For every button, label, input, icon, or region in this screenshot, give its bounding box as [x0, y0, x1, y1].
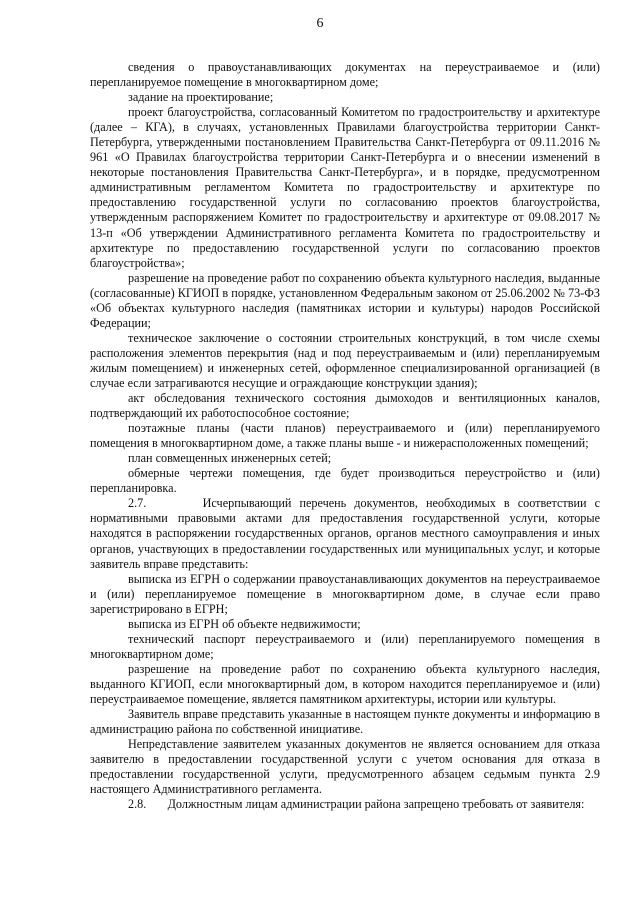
- paragraph: разрешение на проведение работ по сохранению объекта культурного наследия, выданного КГИОП, если многоквартирный дом, в котором находится перепланируемое и (или) переустраиваемое помещение, является памятником архитектуры, истории или культуры.: [90, 661, 600, 706]
- paragraph: техническое заключение о состоянии строительных конструкций, в том числе схемы расположения элементов перекрытия (над и под переустраиваемым и (или) перепланируемым жилым помещением) и инженерных сетей, оформленное специализированной организацией (в случае если затрагиваются несущие и ограждающие конструкции здания);: [90, 330, 600, 390]
- paragraph: задание на проектирование;: [128, 90, 274, 105]
- page-number: 6: [316, 16, 324, 31]
- paragraph: Непредставление заявителем указанных документов не является основанием для отказа заявителю в предоставлении государственной услуги с учетом основания для отказа в предоставлении государственной услуги, предусмотренного абзацем седьмым пункта 2.9 настоящего Административного регламента.: [90, 737, 600, 797]
- document-body: [90, 60, 600, 812]
- paragraph: проект благоустройства, согласованный Комитетом по градостроительству и архитектуре (далее – КГА), в случаях, установленных Правилами благоустройства территории Санкт-Петербурга, утвержденными постановлением Правительства Санкт-Петербурга от 09.11.2016 № 961 «О Правилах благоустройства территории Санкт-Петербурга и о внесении изменений в некоторые постановления Правительства Санкт-Петербурга», и в порядке, предусмотренном административным регламентом Комитета по градостроительству и архитектуре по предоставлению государственной услуги по согласованию проектов благоустройства, утвержденным распоряжением Комитет по градостроительству и архитектуре от 09.08.2017 № 13-п «Об утверждении Административного регламента Комитета по градостроительству и архитектуре по предоставлению государственной услуги по согласованию проектов благоустройства»;: [90, 105, 600, 270]
- paragraph: выписка из ЕГРН о содержании правоустанавливающих документов на переустраиваемое и (или) перепланируемое помещение в многоквартирном доме, в случае если право зарегистрировано в ЕГРН;: [90, 571, 600, 616]
- paragraph: Заявитель вправе представить указанные в настоящем пункте документы и информацию в администрацию района по собственной инициативе.: [90, 707, 600, 737]
- numbered-item-2-7: [90, 496, 600, 571]
- paragraph: поэтажные планы (части планов) переустраиваемого и (или) перепланируемого помещения в многоквартирном доме, а также планы выше - и нижерасположенных помещений;: [90, 421, 600, 451]
- paragraph: разрешение на проведение работ по сохранению объекта культурного наследия, выданные (согласованные) КГИОП в порядке, установленном Федеральным законом от 25.06.2002 № 73-ФЗ «Об объектах культурного наследия (памятниках истории и культуры) народов Российской Федерации;: [90, 270, 600, 330]
- paragraph: технический паспорт переустраиваемого и (или) перепланируемого помещения в многоквартирном доме;: [90, 631, 600, 661]
- item-number: 2.7.: [128, 496, 147, 511]
- numbered-item-2-8: [90, 797, 600, 812]
- paragraph: акт обследования технического состояния дымоходов и вентиляционных каналов, подтверждающий их работоспособное состояние;: [90, 391, 600, 421]
- paragraph: выписка из ЕГРН об объекте недвижимости;: [128, 616, 361, 631]
- item-text: Исчерпывающий перечень документов, необходимых в соответствии с нормативными правовыми актами для предоставления государственной услуги, которые находятся в распоряжении государственных органов, органов местного самоуправления и иных органов, участвующих в предоставлении государственных или муниципальных услуг, и которые заявитель вправе представить:: [90, 496, 601, 571]
- paragraph: сведения о правоустанавливающих документах на переустраиваемое и (или) перепланируемое помещение в многоквартирном доме;: [90, 60, 600, 90]
- paragraph: обмерные чертежи помещения, где будет производиться переустройство и (или) перепланировка.: [90, 466, 600, 496]
- paragraph: план совмещенных инженерных сетей;: [128, 451, 332, 466]
- item-number: 2.8.: [128, 797, 147, 812]
- item-text: Должностным лицам администрации района запрещено требовать от заявителя:: [167, 797, 585, 812]
